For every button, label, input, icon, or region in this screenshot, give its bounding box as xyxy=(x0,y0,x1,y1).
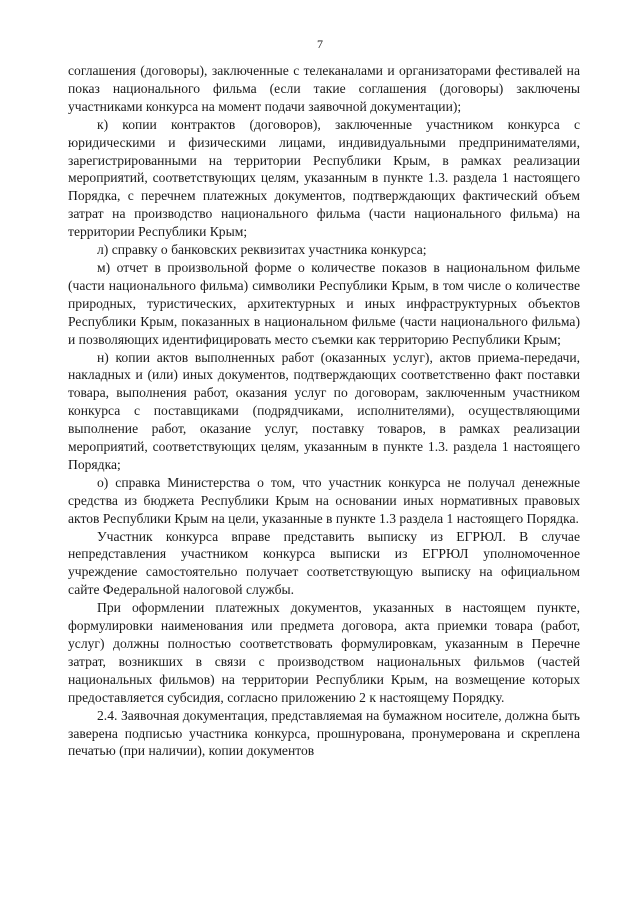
paragraph-2-4: 2.4. Заявочная документация, представляемая на бумажном носителе, должна быть заверена подписью участника конкурса, прошнурована, пронумерована и скреплена печатью (при наличии), копии документов xyxy=(68,707,580,759)
paragraph-continuation: соглашения (договоры), заключенные с телеканалами и организаторами фестивалей на показ национального фильма (если такие соглашения (договоры) заключены участниками конкурса на момент подачи заявочной документации); xyxy=(68,63,580,114)
paragraph-item-k: к) копии контрактов (договоров), заключенные участником конкурса с юридическими и физическими лицами, индивидуальными предпринимателями, зарегистрированными на территории Республики Крым, в рамках реализации мероприятий, соответствующих целям, указанным в пункте 1.3. раздела 1 настоящего Порядка, с перечнем платежных документов, подтверждающих фактический объем затрат на производство национального фильма (части национального фильма) на территории Республики Крым; xyxy=(68,116,580,240)
paragraph-egrul: Участник конкурса вправе представить выписку из ЕГРЮЛ. В случае непредставления участником конкурса выписки из ЕГРЮЛ уполномоченное учреждение самостоятельно получает соответствующую выписку на официальном сайте Федеральной налоговой службы. xyxy=(68,528,580,598)
paragraph-item-o: о) справка Министерства о том, что участник конкурса не получал денежные средства из бюджета Республики Крым на основании иных нормативных правовых актов Республики Крым на цели, указанные в пункте 1.3 раздела 1 настоящего Порядка. xyxy=(68,474,580,526)
paragraph-item-n: н) копии актов выполненных работ (оказанных услуг), актов приема-передачи, накладных и (или) иных документов, подтверждающих соответственно факт поставки товара, выполнения работ, оказания услуг по договорам, заключенным участником конкурса с поставщиками (подрядчиками, исполнителями), осуществляющими выполнение работ, оказание услуг, поставку товаров, в рамках реализации мероприятий, соответствующих целям, указанным в пункте 1.3. раздела 1 настоящего Порядка; xyxy=(68,349,580,472)
paragraph-payment-docs: При оформлении платежных документов, указанных в настоящем пункте, формулировки наименования или предмета договора, акта приемки товара (работ, услуг) должны полностью соответствовать формулировкам, указанным в Перечне затрат, возникших в связи с производством национальных фильмов (частей национальных фильмов) на территории Республики Крым, на возмещение которых предоставляется субсидия, согласно приложению 2 к настоящему Порядку. xyxy=(68,600,580,705)
paragraph-item-m: м) отчет в произвольной форме о количестве показов в национальном фильме (части национального фильма) символики Республики Крым, в том числе о количестве природных, туристических, архитектурных и иных инфраструктурных объектов Республики Крым, показанных в национальном фильме (части национального фильма) и позволяющих идентифицировать место съемки как территорию Республики Крым; xyxy=(68,259,580,347)
page-number: 7 xyxy=(317,37,323,51)
paragraph-item-l: л) справку о банковских реквизитах участника конкурса; xyxy=(97,242,427,258)
document-body xyxy=(68,62,580,760)
